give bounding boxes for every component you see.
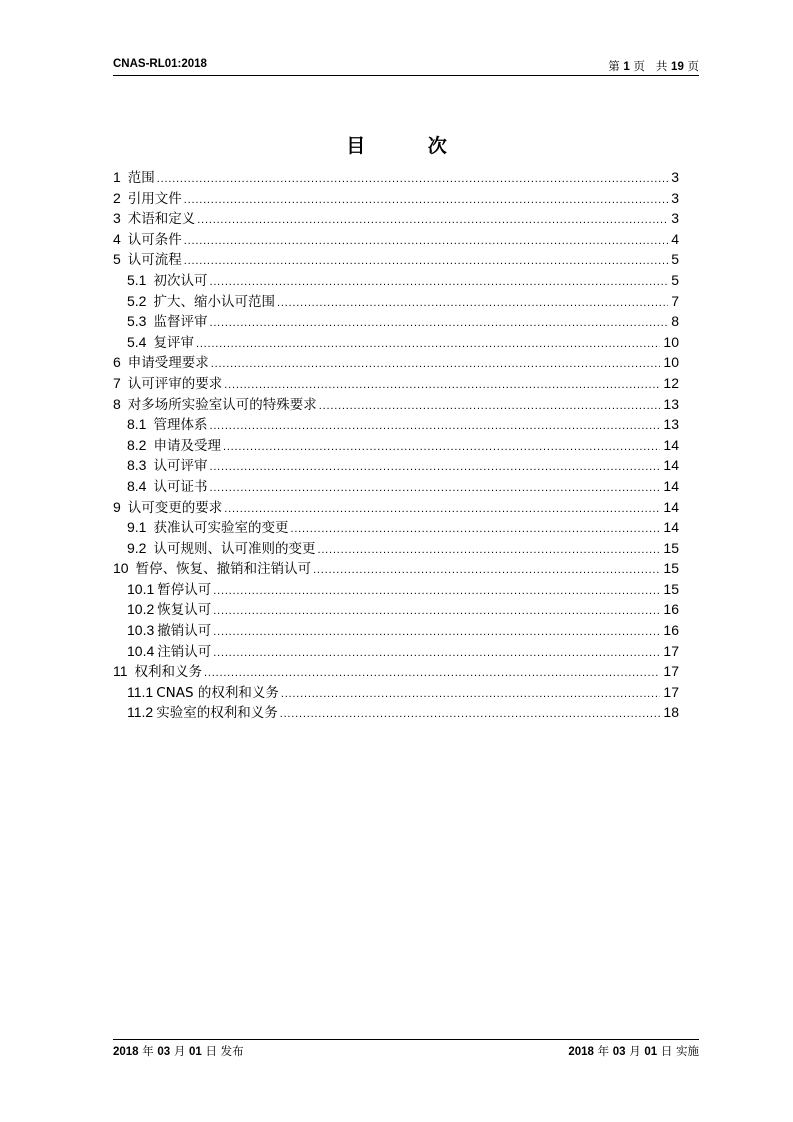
toc-entry-title: 范围: [127, 170, 155, 186]
issue-year: 2018: [113, 1046, 139, 1058]
toc-entry-page: 14: [663, 436, 679, 453]
toc-entry-title: 权利和义务: [134, 664, 203, 681]
toc-entry[interactable]: [113, 290, 679, 311]
toc-entry-number: 11.2: [127, 704, 154, 721]
toc-entry-title: CNAS 的权利和义务: [156, 684, 279, 701]
toc-entry-page: 16: [663, 601, 679, 618]
toc-entry[interactable]: [113, 516, 679, 537]
toc-dot-leader: [317, 544, 660, 556]
toc-entry-number: 1: [113, 169, 121, 185]
toc-entry-number: 9: [113, 498, 121, 515]
toc-entry-page: 10: [663, 354, 679, 371]
table-of-contents: [113, 166, 679, 722]
toc-entry[interactable]: [113, 496, 679, 517]
toc-entry-page: 13: [663, 416, 679, 433]
toc-entry-page: 7: [671, 292, 679, 309]
toc-entry[interactable]: [113, 660, 679, 681]
toc-title: 目 次: [346, 135, 475, 157]
toc-dot-leader: [224, 379, 660, 391]
toc-dot-leader: [197, 214, 668, 226]
toc-entry-title: 暂停、恢复、撤销和注销认可: [135, 561, 312, 578]
toc-entry[interactable]: [113, 578, 679, 599]
toc-entry-title: 获准认可实验室的变更: [153, 520, 289, 537]
toc-entry-title: 复评审: [153, 334, 194, 351]
toc-entry-page: 15: [663, 539, 679, 556]
toc-entry-title: 认可变更的要求: [127, 499, 223, 516]
toc-entry[interactable]: [113, 331, 679, 352]
toc-entry[interactable]: [113, 557, 679, 578]
toc-entry-title: 监督评审: [153, 314, 208, 331]
toc-entry-number: 5.2: [127, 292, 147, 309]
toc-entry-page: 14: [663, 498, 679, 515]
toc-entry-number: 5.3: [127, 313, 147, 330]
toc-dot-leader: [184, 235, 668, 247]
toc-entry-title: 引用文件: [127, 190, 182, 207]
total-pages: 19: [671, 61, 684, 73]
toc-entry-number: 9.1: [127, 519, 147, 536]
toc-entry-page: 13: [663, 395, 679, 412]
toc-entry[interactable]: [113, 619, 679, 640]
toc-dot-leader: [204, 667, 660, 679]
issue-date: [113, 1043, 244, 1059]
toc-entry-number: 2: [113, 189, 121, 206]
impl-month-unit: 月: [629, 1044, 641, 1058]
toc-entry-number: 11: [113, 663, 128, 680]
toc-entry-page: 5: [671, 251, 679, 268]
toc-entry-number: 6: [113, 354, 121, 371]
toc-entry-title: 认可评审: [153, 458, 208, 475]
toc-dot-leader: [277, 297, 668, 309]
total-suffix: 页: [687, 59, 699, 73]
toc-entry-number: 8: [113, 395, 121, 412]
toc-entry-number: 10.3: [127, 622, 155, 639]
page-header: [113, 55, 699, 76]
toc-entry-title: 术语和定义: [127, 211, 196, 228]
impl-day-unit: 日: [660, 1044, 673, 1058]
toc-entry-title: 注销认可: [157, 643, 212, 660]
toc-entry[interactable]: [113, 413, 679, 434]
toc-entry-number: 3: [113, 210, 121, 227]
toc-dot-leader: [224, 503, 660, 515]
toc-entry-page: 15: [663, 560, 679, 577]
toc-entry-page: 14: [663, 519, 679, 536]
impl-year-unit: 年: [597, 1044, 610, 1058]
toc-entry-number: 8.2: [127, 436, 147, 453]
toc-entry-page: 4: [671, 230, 679, 247]
impl-month: 03: [612, 1046, 626, 1058]
toc-entry[interactable]: [113, 351, 679, 372]
toc-entry[interactable]: [113, 187, 679, 208]
page-number: 1: [623, 61, 630, 73]
toc-entry-page: 8: [671, 313, 679, 330]
issue-day-unit: 日: [205, 1044, 217, 1058]
toc-dot-leader: [211, 358, 661, 370]
toc-entry-title: 认可流程: [127, 252, 182, 269]
toc-entry-number: 10.1: [127, 580, 155, 597]
toc-entry-number: 10: [113, 560, 129, 577]
page-suffix: 页: [633, 59, 645, 73]
issue-month-unit: 月: [173, 1044, 186, 1058]
toc-entry-number: 7: [113, 374, 121, 391]
toc-entry-title: 对多场所实验室认可的特殊要求: [127, 396, 317, 413]
toc-entry-title: 扩大、缩小认可范围: [153, 293, 275, 310]
toc-dot-leader: [213, 605, 660, 617]
document-code: CNAS-RL01:2018: [113, 58, 207, 70]
toc-entry-page: 5: [671, 271, 679, 288]
page-prefix: 第: [608, 59, 620, 73]
toc-entry-title: 认可条件: [127, 231, 182, 248]
toc-entry[interactable]: [113, 681, 679, 702]
toc-entry-page: 15: [663, 580, 679, 597]
issue-year-unit: 年: [142, 1044, 154, 1058]
toc-entry-title: 恢复认可: [157, 602, 212, 619]
toc-entry[interactable]: [113, 393, 679, 414]
toc-dot-leader: [213, 647, 660, 659]
toc-entry[interactable]: [113, 454, 679, 475]
toc-entry[interactable]: [113, 372, 679, 393]
toc-entry[interactable]: [113, 166, 679, 187]
toc-entry-number: 11.1: [127, 683, 154, 700]
total-prefix: 共: [655, 59, 668, 73]
toc-dot-leader: [281, 688, 661, 700]
toc-entry-number: 10.2: [127, 601, 155, 618]
toc-entry-page: 3: [671, 210, 679, 227]
toc-entry[interactable]: [113, 434, 679, 455]
toc-entry[interactable]: [113, 207, 679, 228]
toc-entry-page: 16: [663, 622, 679, 639]
toc-dot-leader: [313, 564, 660, 576]
page-indicator: [608, 58, 699, 74]
toc-entry-title: 撤销认可: [157, 623, 212, 640]
toc-entry-title: 实验室的权利和义务: [156, 705, 278, 722]
impl-day: 01: [644, 1046, 658, 1058]
toc-dot-leader: [209, 276, 668, 288]
toc-entry-number: 4: [113, 230, 121, 247]
issue-month: 03: [157, 1046, 171, 1058]
toc-entry[interactable]: [113, 598, 679, 619]
implementation-date: [568, 1043, 699, 1059]
toc-entry-page: 17: [663, 663, 679, 680]
toc-entry-title: 管理体系: [153, 417, 208, 434]
toc-entry-page: 12: [663, 374, 679, 391]
toc-entry-page: 10: [663, 333, 679, 350]
toc-dot-leader: [223, 441, 660, 453]
toc-entry[interactable]: [113, 537, 679, 558]
toc-dot-leader: [319, 400, 661, 412]
toc-entry-title: 申请及受理: [153, 437, 221, 454]
toc-dot-leader: [209, 461, 660, 473]
toc-entry-number: 5: [113, 251, 121, 268]
toc-entry-title: 认可证书: [153, 478, 208, 495]
toc-entry[interactable]: [113, 248, 679, 269]
toc-entry-page: 3: [671, 169, 679, 185]
toc-dot-leader: [157, 173, 668, 185]
toc-dot-leader: [209, 482, 660, 494]
toc-dot-leader: [213, 626, 660, 638]
toc-dot-leader: [184, 255, 668, 267]
issue-day: 01: [189, 1046, 202, 1058]
toc-entry-number: 8.4: [127, 477, 147, 494]
toc-entry-page: 17: [663, 683, 679, 700]
toc-entry-title: 认可评审的要求: [127, 375, 223, 392]
toc-entry-number: 8.3: [127, 457, 147, 474]
toc-dot-leader: [196, 338, 660, 350]
toc-entry-page: 3: [671, 189, 679, 206]
issue-label: 发布: [220, 1044, 244, 1058]
toc-dot-leader: [209, 420, 660, 432]
toc-entry-number: 8.1: [127, 416, 147, 433]
toc-entry[interactable]: [113, 310, 679, 331]
toc-entry-number: 10.4: [127, 642, 155, 659]
toc-entry-page: 17: [663, 642, 679, 659]
toc-entry-title: 初次认可: [153, 272, 208, 289]
toc-entry-page: 14: [663, 477, 679, 494]
toc-entry-title: 认可规则、认可准则的变更: [153, 540, 316, 557]
toc-entry-number: 5.4: [127, 333, 147, 350]
toc-entry[interactable]: [113, 269, 679, 290]
toc-entry-title: 暂停认可: [157, 581, 212, 598]
toc-dot-leader: [184, 194, 668, 206]
toc-entry-number: 9.2: [127, 539, 147, 556]
toc-entry-page: 18: [663, 704, 679, 721]
toc-entry[interactable]: [113, 475, 679, 496]
toc-entry[interactable]: [113, 701, 679, 722]
impl-label: 实施: [676, 1044, 699, 1058]
impl-year: 2018: [568, 1046, 594, 1058]
toc-dot-leader: [280, 708, 661, 720]
toc-dot-leader: [290, 523, 660, 535]
toc-entry-page: 14: [663, 457, 679, 474]
toc-entry[interactable]: [113, 640, 679, 661]
toc-entry-number: 5.1: [127, 271, 147, 288]
toc-entry-title: 申请受理要求: [127, 355, 209, 372]
toc-dot-leader: [209, 317, 668, 329]
toc-entry[interactable]: [113, 228, 679, 249]
toc-dot-leader: [213, 585, 660, 597]
page-footer: [113, 1039, 699, 1058]
